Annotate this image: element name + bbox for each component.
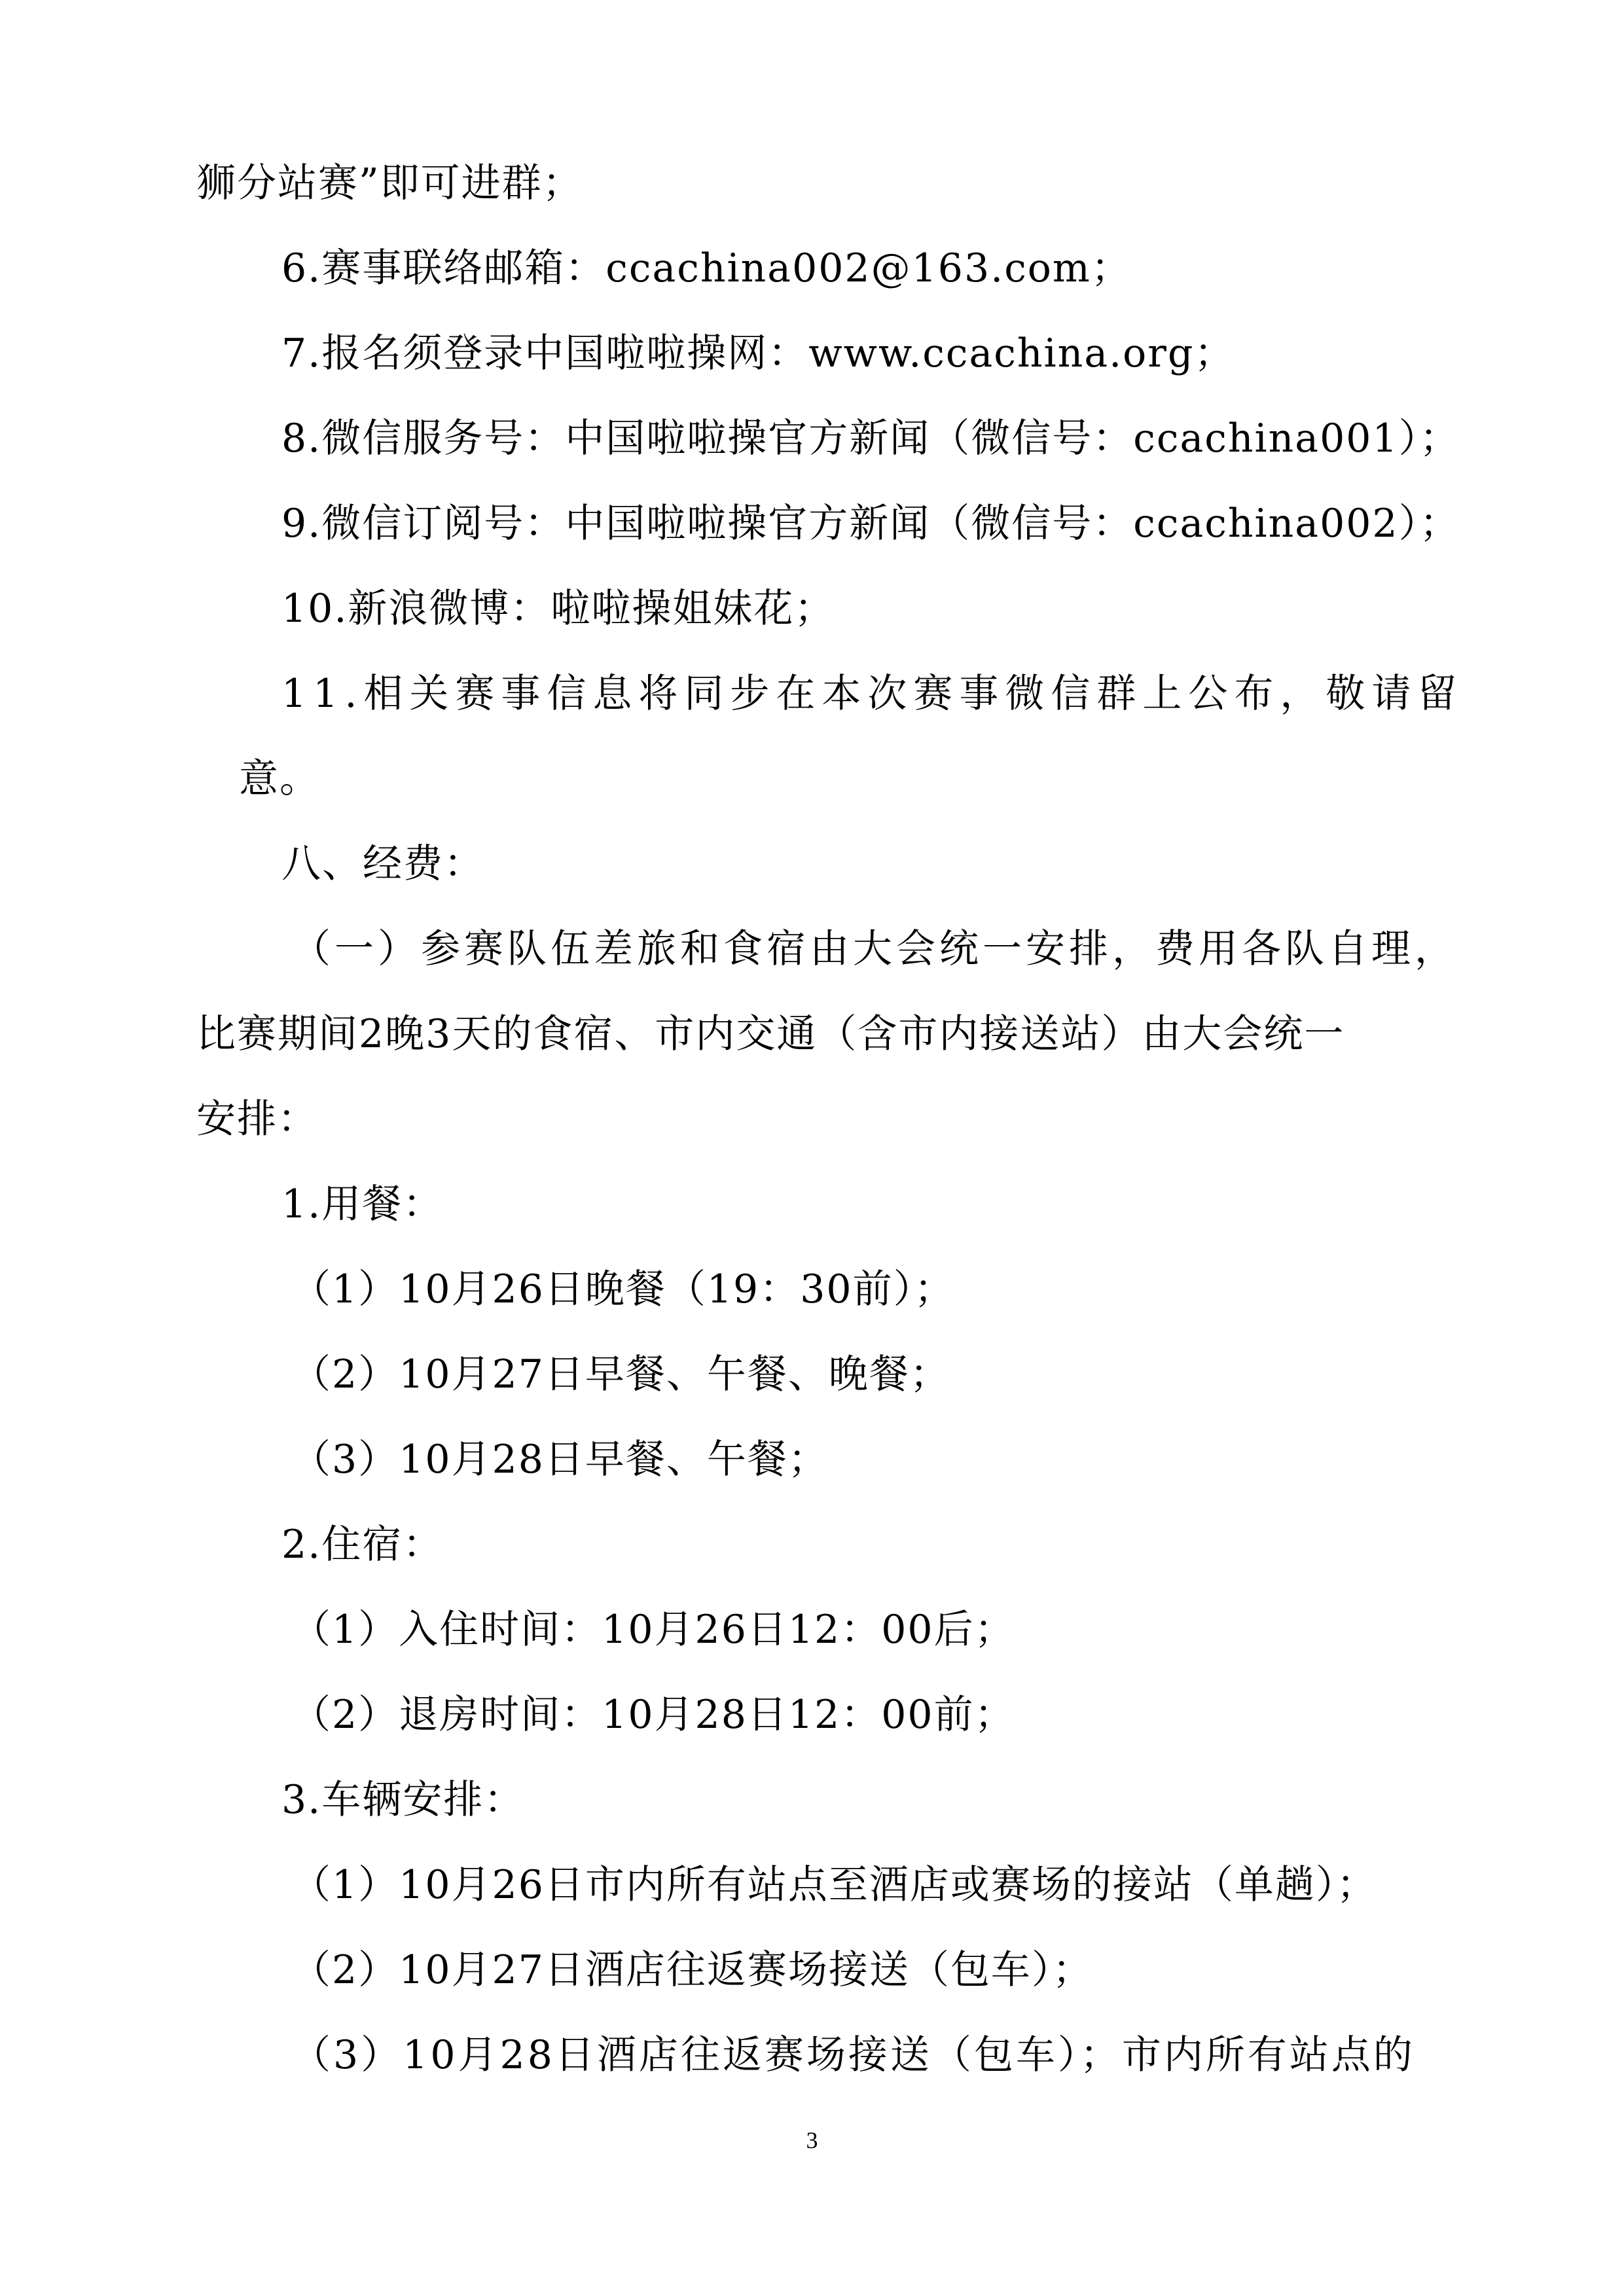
subheading-meals: 1.用餐： bbox=[281, 1181, 444, 1227]
section-heading-funding: 八、经费： bbox=[281, 841, 484, 887]
text-line-wechat-subscription: 9.微信订阅号：中国啦啦操官方新闻（微信号：ccachina002）； bbox=[281, 501, 1460, 547]
list-item: （3）10月28日早餐、午餐； bbox=[291, 1437, 829, 1482]
text-line-wechat-service: 8.微信服务号：中国啦啦操官方新闻（微信号：ccachina001）； bbox=[281, 416, 1460, 461]
list-item: （1）10月26日市内所有站点至酒店或赛场的接站（单趟）； bbox=[291, 1862, 1377, 1908]
text-line-event-info: 11.相关赛事信息将同步在本次赛事微信群上公布，敬请留 bbox=[281, 671, 1464, 717]
page-number: 3 bbox=[806, 2127, 818, 2153]
paragraph-line: 安排： bbox=[196, 1096, 318, 1142]
text-line-registration-site: 7.报名须登录中国啦啦操网：www.ccachina.org； bbox=[281, 331, 1235, 376]
text-line-weibo: 10.新浪微博：啦啦操姐妹花； bbox=[281, 586, 835, 632]
list-item: （1）10月26日晚餐（19：30前）； bbox=[291, 1266, 955, 1312]
list-item: （2）退房时间：10月28日12：00前； bbox=[291, 1692, 1015, 1738]
text-line: 狮分站赛”即可进群； bbox=[196, 160, 583, 206]
list-item: （2）10月27日酒店往返赛场接送（包车）； bbox=[291, 1947, 1093, 1993]
list-item: （3）10月28日酒店往返赛场接送（包车）；市内所有站点的 bbox=[291, 2032, 1415, 2078]
text-line-event-info-continued: 意。 bbox=[239, 756, 320, 802]
subheading-vehicles: 3.车辆安排： bbox=[281, 1777, 525, 1823]
list-item: （2）10月27日早餐、午餐、晚餐； bbox=[291, 1352, 950, 1397]
paragraph-line: （一）参赛队伍差旅和食宿由大会统一安排，费用各队自理， bbox=[291, 926, 1458, 972]
subheading-accommodation: 2.住宿： bbox=[281, 1522, 444, 1568]
paragraph-line: 比赛期间2晚3天的食宿、市内交通（含市内接送站）由大会统一 bbox=[196, 1011, 1345, 1057]
text-line-contact-email: 6.赛事联络邮箱：ccachina002@163.com； bbox=[281, 245, 1132, 291]
list-item: （1）入住时间：10月26日12：00后； bbox=[291, 1607, 1015, 1653]
